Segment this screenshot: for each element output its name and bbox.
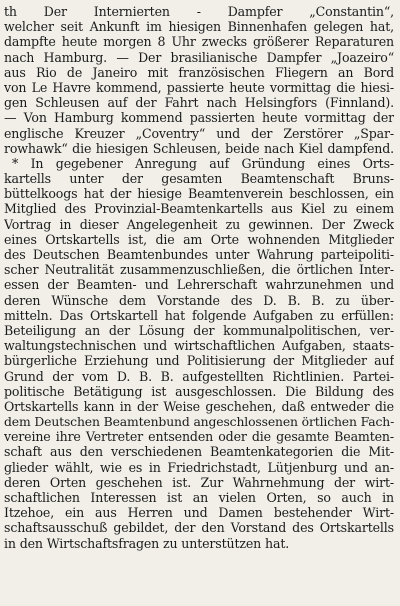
text-line: gen Schleusen auf der Fahrt nach Helsingfors (Finnland). [4, 95, 394, 111]
text-line: dem Deutschen Beamtenbund angeschlossenen örtlichen Fach- [4, 414, 394, 430]
text-line: vereine ihre Vertreter entsenden oder die gesamte Beamten- [4, 429, 394, 445]
text-line: von Le Havre kommend, passierte heute vormittag die hiesi- [4, 79, 394, 95]
text-line: Ortskartells kann in der Weise geschehen, daß entweder die [4, 398, 394, 414]
text-line: * In gegebener Anregung auf Gründung eines Orts- [12, 155, 394, 171]
text-line: politische Betätigung ist ausgeschlossen. Die Bildung des [4, 383, 394, 399]
text-line: welcher seit Ankunft im hiesigen Binnenhafen gelegen hat, [4, 19, 394, 35]
text-line: des Deutschen Beamtenbundes unter Wahrung parteipoliti- [4, 247, 394, 262]
text-line: Grund der vom D. B. B. aufgestellten Richtlinien. Partei- [4, 368, 394, 384]
text-line: in den Wirtschaftsfragen zu unterstützen hat. [4, 535, 290, 551]
text-line: Beteiligung an der Lösung der kommunalpolitischen, ver- [4, 322, 394, 338]
text-line: schaftsausschuß gebildet, der den Vorstand des Ortskartells [4, 520, 394, 536]
text-line: nach Hamburg. — Der brasilianische Dampfer „Joazeiro“ [4, 49, 394, 65]
text-line: essen der Beamten- und Lehrerschaft wahrzunehmen und [4, 277, 394, 293]
text-line: Mitglied des Provinzial-Beamtenkartells aus Kiel zu einem [4, 201, 394, 217]
text-line: th Der Internierten - Dampfer „Constantin“, [4, 4, 394, 19]
text-line: mitteln. Das Ortskartell hat folgende Aufgaben zu erfüllen: [4, 307, 394, 323]
text-line: deren Orten geschehen ist. Zur Wahrnehmung der wirt- [4, 474, 394, 490]
text-line: scher Neutralität zusammenzuschließen, die örtlichen Inter- [4, 262, 394, 278]
text-line: Itzehoe, ein aus Herren und Damen bestehender Wirt- [4, 505, 394, 521]
text-line: schaftlichen Interessen ist an vielen Orten, so auch in [4, 490, 394, 505]
text-line: Vortrag in dieser Angelegenheit zu gewinnen. Der Zweck [4, 216, 394, 232]
text-line: englische Kreuzer „Coventry“ und der Zerstörer „Spar- [4, 125, 394, 141]
text-line: — Von Hamburg kommend passierten heute vormittag der [4, 110, 394, 126]
text-line: büttelkoogs hat der hiesige Beamtenverein beschlossen, ein [4, 186, 394, 202]
text-line: rowhawk“ die hiesigen Schleusen, beide nach Kiel dampfend. [4, 140, 394, 156]
text-line: bürgerliche Erziehung und Politisierung der Mitglieder auf [4, 353, 394, 369]
text-line: deren Wünsche dem Vorstande des D. B. B. zu über- [4, 292, 394, 308]
text-line: waltungstechnischen und wirtschaftlichen Aufgaben, staats- [4, 338, 394, 354]
text-line: dampfte heute morgen 8 Uhr zwecks größerer Reparaturen [4, 34, 394, 50]
text-line: schaft aus den verschiedenen Beamtenkategorien die Mit- [4, 444, 394, 460]
text-line: glieder wählt, wie es in Friedrichstadt, Lütjenburg und an- [4, 459, 394, 475]
text-line: eines Ortskartells ist, die am Orte wohnenden Mitglieder [4, 231, 394, 247]
text-line: kartells unter der gesamten Beamtenschaft Bruns- [4, 171, 394, 187]
text-line: aus Rio de Janeiro mit französischen Fliegern an Bord [4, 64, 394, 80]
